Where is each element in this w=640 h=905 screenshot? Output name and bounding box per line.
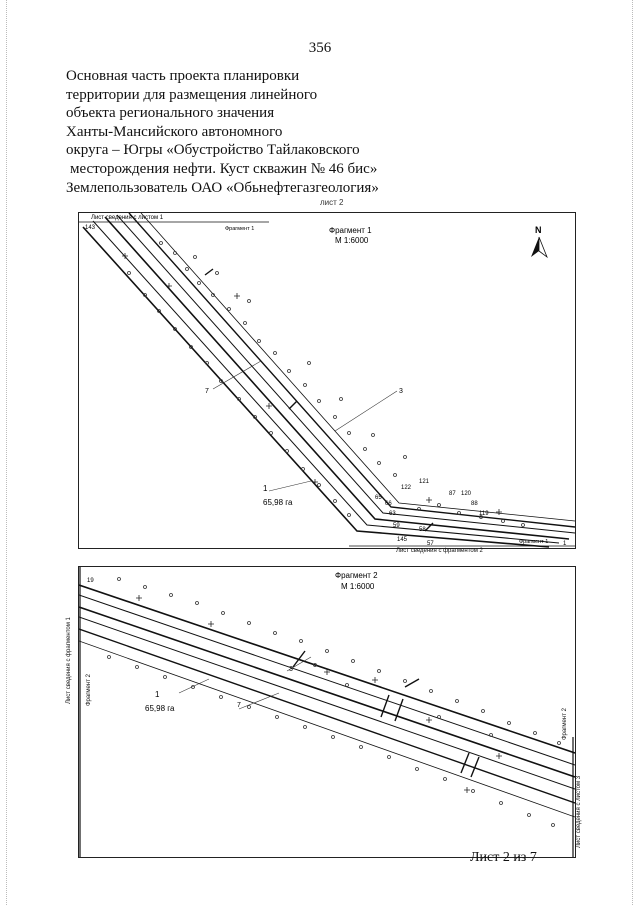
- point-label: 120: [461, 491, 472, 497]
- point-label: 121: [419, 479, 430, 485]
- callout-7: 7: [205, 388, 209, 395]
- zone-area: 65,98 га: [145, 704, 175, 713]
- point-label: 119: [479, 511, 489, 517]
- map-title: Фрагмент 2: [335, 571, 378, 580]
- point-label: 63: [389, 511, 396, 517]
- point-label: 57: [427, 541, 434, 547]
- map-scale: М 1:6000: [335, 236, 369, 245]
- zone-number: 1: [155, 690, 160, 699]
- point-label: 58: [419, 527, 426, 533]
- point-label: 1: [563, 541, 567, 547]
- callout-7: 7: [237, 702, 241, 709]
- map-scale: М 1:6000: [341, 582, 375, 591]
- bottom-link-label: Лист сведения с фрагментом 2: [396, 548, 483, 554]
- zone-number: 1: [263, 484, 268, 493]
- survey-dots: [108, 578, 561, 827]
- left-edge-dots: [6, 0, 8, 905]
- right-fragment-label: Фрагмент 1: [519, 539, 549, 545]
- map-fragment-2-drawing: [79, 567, 575, 857]
- callout-3: 3: [289, 666, 293, 673]
- title-line: Ханты-Мансийского автономного: [66, 123, 283, 140]
- map-fragment-1-drawing: [79, 213, 575, 548]
- page-number: 356: [308, 40, 332, 56]
- survey-dots: [128, 242, 525, 527]
- title-line: месторождения нефти. Куст скважин № 46 бис»: [70, 160, 378, 177]
- left-fragment-label: Фрагмент 2: [86, 674, 92, 706]
- point-label: 66: [385, 501, 392, 507]
- point-labels: [85, 225, 567, 547]
- map-title: Фрагмент 1: [329, 226, 372, 235]
- north-arrow-icon: [531, 237, 547, 257]
- point-label: 143: [85, 225, 96, 231]
- map-fragment-1: [78, 212, 576, 549]
- pipeline-corridor: [83, 213, 575, 547]
- sheet-footer: Лист 2 из 7: [470, 850, 537, 865]
- north-label: N: [535, 225, 542, 235]
- point-label: 122: [401, 485, 412, 491]
- top-link-label: Лист сведения с листом 1: [91, 215, 164, 221]
- title-line: территории для размещения линейного: [66, 86, 318, 103]
- callout-3: 3: [399, 388, 403, 395]
- zone-area: 65,98 га: [263, 498, 293, 507]
- point-label: 145: [397, 537, 408, 543]
- point-label: 59: [393, 523, 400, 529]
- point-label: 19: [87, 578, 94, 584]
- left-link-label: Лист сведения с фрагментом 1: [66, 617, 72, 704]
- title-line: округа – Югры «Обустройство Тайлаковского: [66, 142, 360, 159]
- sheet-label: лист 2: [320, 198, 344, 207]
- title-line: Основная часть проекта планировки: [66, 68, 300, 84]
- fragment-label-top: Фрагмент 1: [225, 226, 255, 232]
- tree-markers: [122, 253, 502, 515]
- title-line: Землепользователь ОАО «Обьнефтегазгеология»: [66, 179, 379, 196]
- right-edge-dots: [632, 0, 634, 905]
- tree-markers: [136, 595, 502, 793]
- pipeline-corridor: [79, 585, 575, 817]
- title-line: объекта регионального значения: [66, 105, 275, 122]
- document-title: [66, 67, 446, 197]
- point-label: 65: [375, 495, 382, 501]
- right-fragment-label: Фрагмент 2: [562, 708, 568, 740]
- right-link-label: Лист сведения с листом 3: [576, 775, 582, 848]
- point-label: 87: [449, 491, 456, 497]
- map-fragment-2: [78, 566, 576, 858]
- point-label: 88: [471, 501, 478, 507]
